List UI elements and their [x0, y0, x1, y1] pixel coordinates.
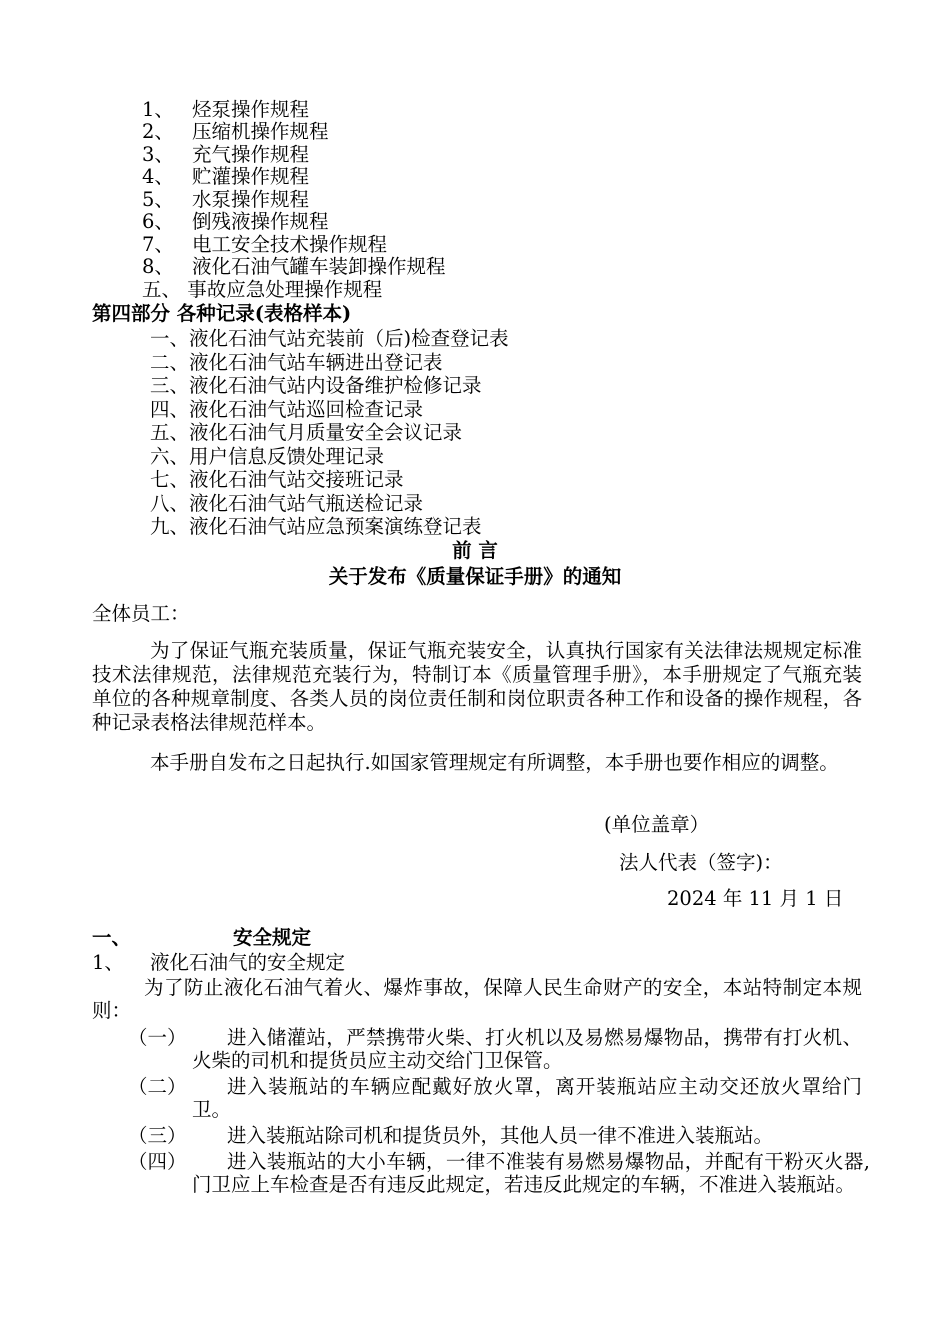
preface-paragraph-2: 本手册自发布之日起执行.如国家管理规定有所调整，本手册也要作相应的调整。	[150, 751, 839, 774]
preface-paragraph-1: 为了保证气瓶充装质量，保证气瓶充装安全，认真执行国家有关法律法规规定标准技术法律规范，法律规范充装行为，特制订本《质量管理手册》，本手册规定了气瓶充装单位的各种规章制度、各类人员的岗位责任制和岗位职责各种工作和设备的操作规程，各种记录表格法律规范样本。	[92, 639, 862, 734]
list-item-num: 7、	[142, 233, 174, 256]
notice-title: 关于发布《质量保证手册》的通知	[328, 565, 622, 588]
section-title: 安全规定	[233, 926, 312, 949]
list-item-text: 烃泵操作规程	[192, 98, 310, 121]
section-number: 一、	[92, 926, 132, 949]
list-item-text: 贮灌操作规程	[192, 165, 310, 188]
record-item: 二、液化石油气站车辆进出登记表	[150, 351, 443, 374]
list-item-text: 水泵操作规程	[192, 188, 310, 211]
rule-text: 进入装瓶站的车辆应配戴好放火罩，离开装瓶站应主动交还放火罩给门卫。	[192, 1075, 862, 1121]
record-item: 五、液化石油气月质量安全会议记录	[150, 421, 463, 444]
subsection-title: 液化石油气的安全规定	[150, 951, 346, 974]
list-item-text: 压缩机操作规程	[192, 120, 329, 143]
record-item: 八、液化石油气站气瓶送检记录	[150, 492, 424, 515]
salutation: 全体员工：	[92, 602, 190, 625]
subsection-number: 1、	[92, 951, 124, 974]
list-item-num: 1、	[142, 98, 174, 121]
list-item-num: 5、	[142, 188, 174, 211]
seal-placeholder: (单位盖章）	[604, 813, 710, 836]
list-item-emergency: 五、 事故应急处理操作规程	[142, 278, 383, 301]
record-item: 四、液化石油气站巡回检查记录	[150, 398, 424, 421]
rule-text: 进入储灌站，严禁携带火柴、打火机以及易燃易爆物品，携带有打火机、火柴的司机和提货员应主动交给门卫保管。	[192, 1026, 862, 1072]
list-item-num: 6、	[142, 210, 174, 233]
part4-heading: 第四部分 各种记录(表格样本)	[92, 302, 352, 325]
rule-text: 进入装瓶站除司机和提货员外，其他人员一律不准进入装瓶站。	[227, 1124, 774, 1147]
rules-intro: 为了防止液化石油气着火、爆炸事故，保障人民生命财产的安全，本站特制定本规则：	[92, 976, 862, 1022]
record-item: 一、液化石油气站充装前（后)检查登记表	[150, 327, 509, 350]
list-item-text: 倒残液操作规程	[192, 210, 329, 233]
record-item: 九、液化石油气站应急预案演练登记表	[150, 515, 482, 538]
preface-title: 前 言	[452, 539, 498, 562]
rule-number: （一）	[128, 1026, 187, 1049]
record-item: 三、液化石油气站内设备维护检修记录	[150, 374, 482, 397]
list-item-num: 3、	[142, 143, 174, 166]
rule-number: （四）	[128, 1150, 187, 1173]
date: 2024 年 11 月 1 日	[667, 887, 844, 910]
legal-representative: 法人代表（签字)：	[619, 851, 783, 874]
list-item-num: 2、	[142, 120, 174, 143]
record-item: 六、用户信息反馈处理记录	[150, 445, 385, 468]
record-item: 七、液化石油气站交接班记录	[150, 468, 404, 491]
rule-number: （二）	[128, 1075, 187, 1098]
list-item-num: 4、	[142, 165, 174, 188]
list-item-text: 电工安全技术操作规程	[192, 233, 388, 256]
rule-text: 进入装瓶站的大小车辆，一律不准装有易燃易爆物品，并配有干粉灭火器,门卫应上车检查是否有违反此规定，若违反此规定的车辆，不准进入装瓶站。	[192, 1150, 870, 1196]
list-item-text: 液化石油气罐车装卸操作规程	[192, 255, 446, 278]
rule-number: （三）	[128, 1124, 187, 1147]
list-item-num: 8、	[142, 255, 174, 278]
list-item-text: 充气操作规程	[192, 143, 310, 166]
